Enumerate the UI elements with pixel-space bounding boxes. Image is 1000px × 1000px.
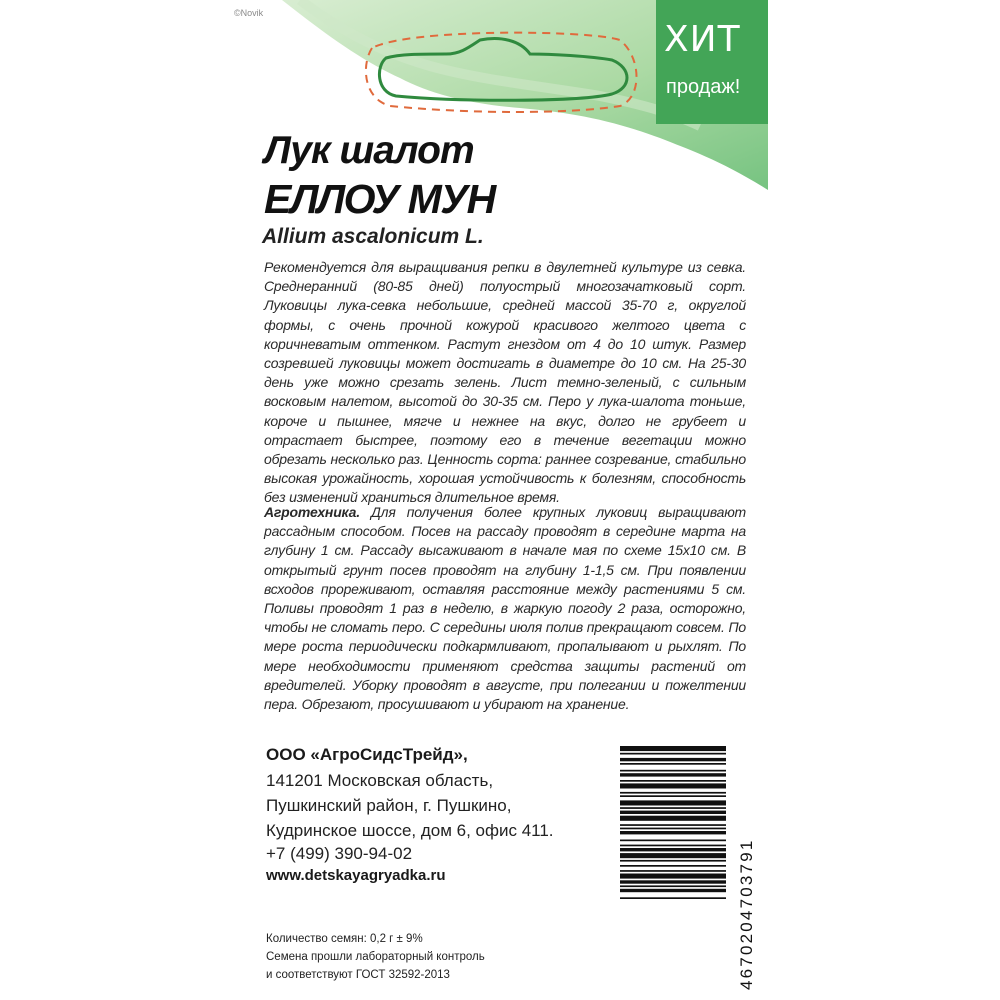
barcode-bar bbox=[620, 816, 726, 821]
barcode-bar bbox=[620, 845, 726, 847]
badge-sales-text: продаж! bbox=[666, 76, 741, 98]
hang-hole-outline bbox=[350, 18, 650, 118]
barcode-bar bbox=[620, 874, 726, 879]
agrotechnics-label: Агротехника. bbox=[264, 504, 360, 520]
barcode-bar bbox=[620, 848, 726, 851]
barcode-bar bbox=[620, 746, 726, 751]
barcode-bar bbox=[620, 880, 726, 883]
website-link: www.detskayagryadka.ru bbox=[266, 867, 446, 884]
barcode-bar bbox=[620, 885, 726, 887]
address-line: Кудринское шоссе, дом 6, офис 411. bbox=[266, 821, 554, 840]
address-line: Пушкинский район, г. Пушкино, bbox=[266, 796, 512, 815]
bestseller-badge bbox=[656, 0, 768, 124]
barcode-bar bbox=[620, 897, 726, 899]
barcode-bars bbox=[620, 746, 726, 899]
variety-name: ЕЛЛОУ МУН bbox=[264, 176, 495, 222]
product-title: Лук шалот bbox=[264, 129, 474, 172]
barcode-bar bbox=[620, 807, 726, 809]
barcode-bar bbox=[620, 853, 726, 858]
barcode-bar bbox=[620, 865, 726, 867]
barcode-bar bbox=[620, 860, 726, 862]
barcode-bar bbox=[620, 780, 726, 782]
agrotechnics-section bbox=[264, 503, 746, 714]
barcode-bar bbox=[620, 824, 726, 826]
copyright-watermark: ©Novik bbox=[234, 8, 264, 18]
lab-control-note: Семена прошли лабораторный контроль bbox=[266, 951, 485, 963]
gost-note: и соответствуют ГОСТ 32592-2013 bbox=[266, 969, 450, 981]
barcode-bar bbox=[620, 753, 726, 755]
barcode-bar bbox=[620, 763, 726, 765]
barcode-bar bbox=[620, 811, 726, 814]
barcode bbox=[610, 742, 760, 992]
barcode-bar bbox=[620, 889, 726, 892]
barcode-bar bbox=[620, 792, 726, 794]
variety-description: Рекомендуется для выращивания репки в двулетней культуре из севка. Среднеранний (80-85 дней) полуострый многозачатковый сорт. Луковицы лука-севка небольшие, средней массой 35-70 г, округлой формы, с очень прочной кожурой красивого желтого цвета с коричневатым оттенком. Растут гнездом от 4 до 10 штук. Размер созревшей луковицы может достигать в диаметре до 10 см. На 25-30 день уже можно срезать зелень. Лист темно-зеленый, с сильным восковым налетом, высотой до 30-35 см. Перо у лука-шалота тоньше, короче и пышнее, мягче и нежнее на вкус, долго не грубеет и отрастает быстрее, поэтому его в течение вегетации можно обрезать несколько раз. Ценность сорта: раннее созревание, стабильно высокая урожайность, хорошая устойчивость к болезням, способность без изменений храниться длительное время. bbox=[264, 259, 746, 506]
barcode-bar bbox=[620, 758, 726, 761]
barcode-bar bbox=[620, 840, 726, 842]
address-line: 141201 Московская область, bbox=[266, 771, 494, 790]
barcode-bar bbox=[620, 831, 726, 834]
company-name: ООО «АгроСидсТрейд», bbox=[266, 745, 468, 764]
barcode-bar bbox=[620, 783, 726, 788]
barcode-bar bbox=[620, 773, 726, 776]
latin-name: Allium ascalonicum L. bbox=[262, 225, 484, 248]
barcode-digits: 4670204703791 bbox=[737, 838, 756, 990]
barcode-bar bbox=[620, 770, 726, 772]
badge-hit-text: ХИТ bbox=[664, 19, 741, 60]
agrotechnics-text: Для получения более крупных луковиц выращивают рассадным способом. Посев на рассаду проводят в середине марта на глубину 1 см. Рассаду высаживают в начале мая по схеме 15х10 см. В открытый грунт посев проводят на глубину 1-1,5 см. При появлении всходов прореживают, оставляя расстояние между растениями 5 см. Поливы проводят 1 раз в неделю, в жаркую погоду 2 раза, осторожно, чтобы не сломать перо. С середины июля полив прекращают совсем. По мере роста периодически подкармливают, пропалывают и рыхлят. По мере необходимости применяют средства защиты растений от вредителей. Уборку проводят в августе, при полегании и пожелтении пера. Обрезают, просушивают и убирают на хранение. bbox=[264, 504, 746, 713]
barcode-bar bbox=[620, 828, 726, 830]
seed-quantity: Количество семян: 0,2 г ± 9% bbox=[266, 933, 423, 945]
barcode-bar bbox=[620, 870, 726, 872]
barcode-bar bbox=[620, 800, 726, 805]
barcode-bar bbox=[620, 795, 726, 797]
phone-number: +7 (499) 390-94-02 bbox=[266, 844, 413, 863]
